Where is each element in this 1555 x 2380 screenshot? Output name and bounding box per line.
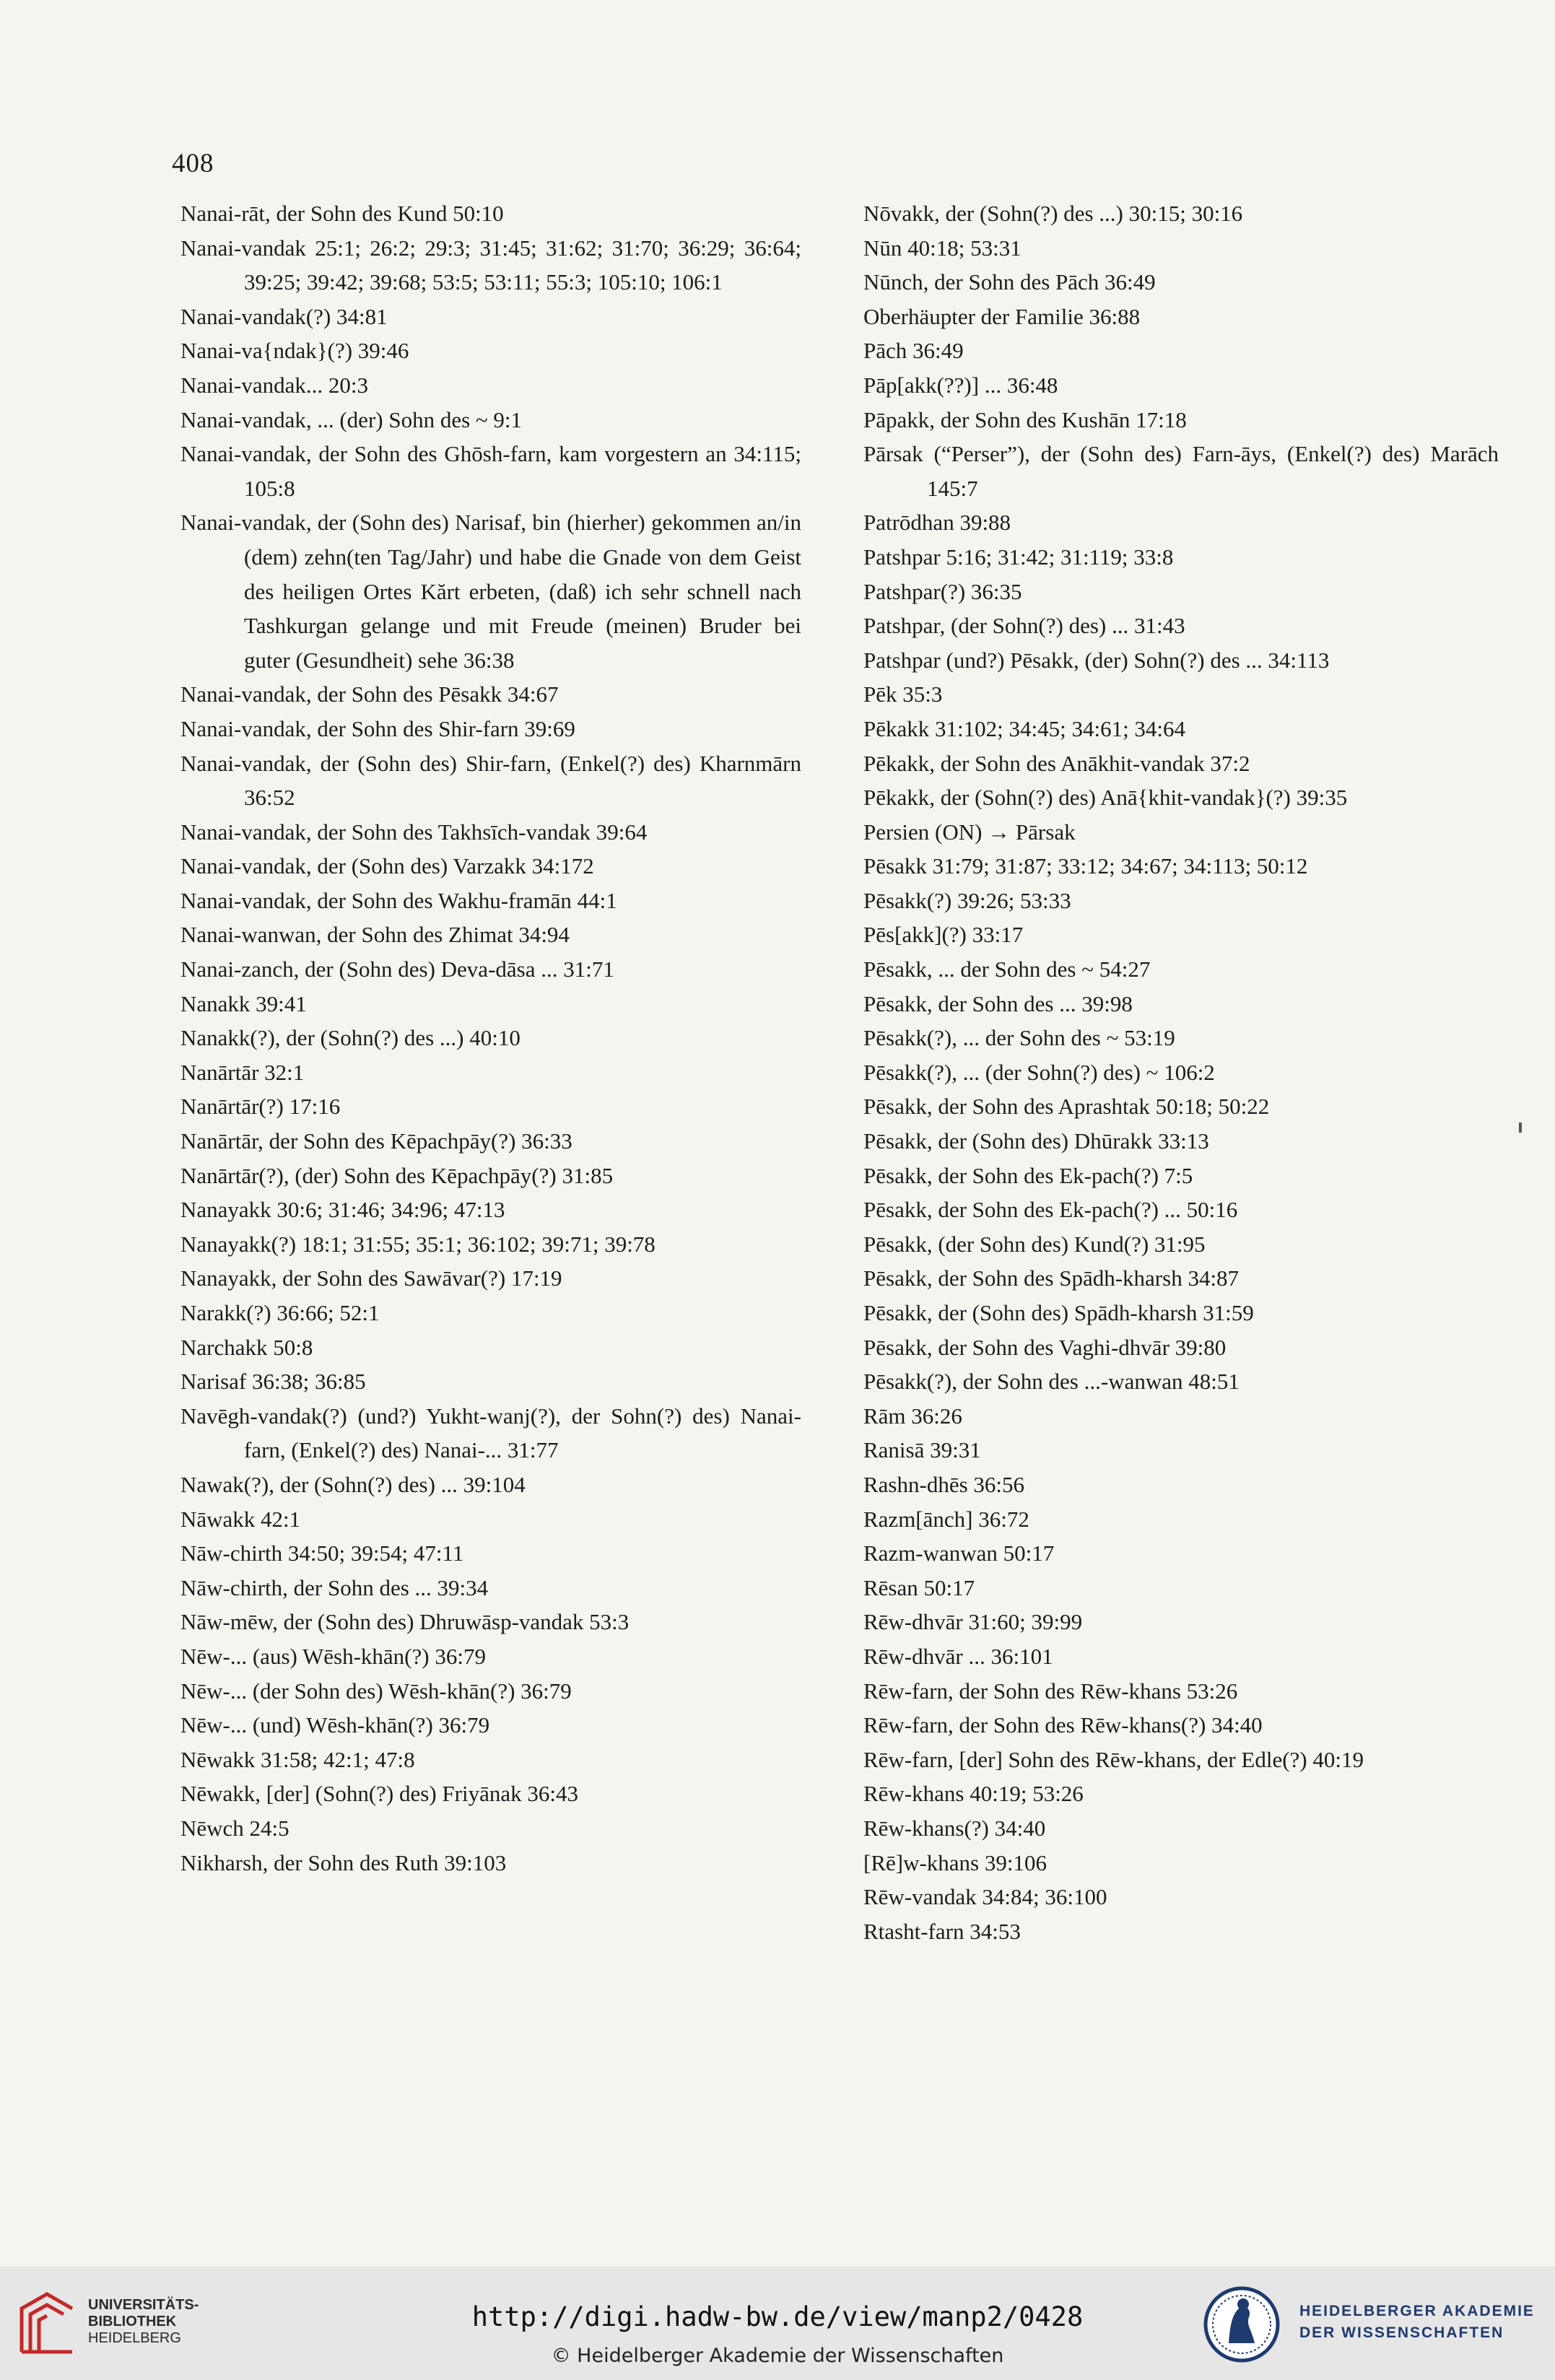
index-entry: Pēsakk, der (Sohn des) Spādh-kharsh 31:59: [863, 1300, 1254, 1325]
index-column-left: [180, 196, 801, 1880]
index-entry: Pēkakk 31:102; 34:45; 34:61; 34:64: [863, 715, 1186, 741]
index-entry: Pēsakk(?) 39:26; 53:33: [863, 887, 1071, 913]
index-entry: Nūn 40:18; 53:31: [863, 235, 1022, 261]
index-entry: Pēsakk, der Sohn des Aprashtak 50:18; 50:22: [863, 1094, 1270, 1120]
index-entry: Rēw-khans(?) 34:40: [863, 1815, 1046, 1841]
index-entry: Nanai-vandak, der Sohn des Shir-farn 39:69: [180, 715, 575, 741]
index-entry: Pārsak (“Perser”), der (Sohn des) Farn-āys, (Enkel(?) des) Marāch 145:7: [863, 441, 1499, 501]
index-entry: Nanai-vandak, der Sohn des Wakhu-framān 44:1: [180, 887, 617, 913]
index-entry: Nēw-... (und) Wēsh-khān(?) 36:79: [180, 1712, 490, 1738]
index-entry: Razm[ānch] 36:72: [863, 1506, 1029, 1532]
index-entry: Rashn-dhēs 36:56: [863, 1471, 1025, 1497]
index-entry: Nanārtār, der Sohn des Kēpachpāy(?) 36:33: [180, 1128, 572, 1154]
index-entry: Razm-wanwan 50:17: [863, 1540, 1055, 1566]
index-entry: Nāwakk 42:1: [180, 1506, 301, 1532]
index-entry: [Rē]w-khans 39:106: [863, 1849, 1047, 1875]
index-entry: Pēsakk(?), ... der Sohn des ~ 53:19: [863, 1025, 1175, 1051]
index-entry: Nanai-vandak, der Sohn des Pēsakk 34:67: [180, 681, 559, 707]
index-entry: Nanai-vandak, der (Sohn des) Narisaf, bin (hierher) gekommen an/in (dem) zehn(ten Tag/Jahr) und habe die Gnade von dem Geist des heiligen Ortes Kărt erbeten, (daß) ich sehr schnell nach Tashkurgan gelange und mit Freude (meinen) Bruder bei guter (Gesundheit) sehe 36:38: [180, 510, 801, 673]
academy-line-1: HEIDELBERGER AKADEMIE: [1299, 2303, 1535, 2319]
margin-mark: [1519, 1123, 1522, 1133]
index-entry: Pēsakk, der (Sohn des) Dhūrakk 33:13: [863, 1128, 1209, 1154]
page-number: 408: [172, 149, 214, 178]
index-entry: Navēgh-vandak(?) (und?) Yukht-wanj(?), der Sohn(?) des) Nanai-farn, (Enkel(?) des) Nanai-... 31:77: [180, 1403, 801, 1463]
index-entry: Narakk(?) 36:66; 52:1: [180, 1300, 380, 1325]
index-entry: Patshpar(?) 36:35: [863, 578, 1022, 604]
index-entry: Pēsakk, (der Sohn des) Kund(?) 31:95: [863, 1231, 1206, 1257]
index-entry: Nāw-chirth 34:50; 39:54; 47:11: [180, 1540, 464, 1566]
index-entry: Pēsakk, der Sohn des Vaghi-dhvār 39:80: [863, 1334, 1227, 1360]
index-entry: Nāw-mēw, der (Sohn des) Dhruwāsp-vandak 53:3: [180, 1609, 630, 1635]
index-entry: Pēkakk, der Sohn des Anākhit-vandak 37:2: [863, 750, 1250, 776]
index-entry: Nēw-... (der Sohn des) Wēsh-khān(?) 36:79: [180, 1678, 572, 1704]
index-entry: Patshpar 5:16; 31:42; 31:119; 33:8: [863, 544, 1174, 570]
index-entry: Nanai-rāt, der Sohn des Kund 50:10: [180, 201, 504, 226]
index-entry: Pēsakk(?), ... (der Sohn(?) des) ~ 106:2: [863, 1059, 1215, 1085]
index-entry: Nanai-vandak, der (Sohn des) Varzakk 34:172: [180, 853, 594, 879]
ub-line-1: UNIVERSITÄTS-: [88, 2297, 199, 2313]
index-entry: Nanai-wanwan, der Sohn des Zhimat 34:94: [180, 922, 570, 948]
index-entry: Pēsakk, der Sohn des Ek-pach(?) 7:5: [863, 1162, 1193, 1188]
index-entry: Nanai-vandak, der Sohn des Takhsīch-vandak 39:64: [180, 819, 648, 845]
index-entry: Nanai-zanch, der (Sohn des) Deva-dāsa ... 31:71: [180, 956, 614, 982]
footer-bar: [0, 2267, 1555, 2380]
index-entry: Pēkakk, der (Sohn(?) des) Anā{khit-vandak}(?) 39:35: [863, 785, 1348, 811]
index-entry: Nāw-chirth, der Sohn des ... 39:34: [180, 1574, 489, 1600]
document-url-link[interactable]: http://digi.hadw-bw.de/view/manp2/0428: [471, 2301, 1084, 2332]
index-entry: Rām 36:26: [863, 1403, 962, 1429]
ub-line-3: HEIDELBERG: [88, 2330, 181, 2346]
index-entry: Patshpar, (der Sohn(?) des) ... 31:43: [863, 613, 1185, 639]
index-entry: Nanai-vandak, der Sohn des Ghōsh-farn, kam vorgestern an 34:115; 105:8: [180, 441, 801, 501]
index-entry: Nanai-vandak... 20:3: [180, 372, 368, 398]
index-entry: Rēw-vandak 34:84; 36:100: [863, 1884, 1107, 1910]
index-entry: Rēw-farn, [der] Sohn des Rēw-khans, der Edle(?) 40:19: [863, 1746, 1364, 1772]
index-entry: Rēw-khans 40:19; 53:26: [863, 1781, 1084, 1807]
index-entry: Nanakk(?), der (Sohn(?) des ...) 40:10: [180, 1025, 520, 1051]
index-entry: Persien (ON) → Pārsak: [863, 819, 1076, 845]
index-entry: Pēsakk, ... der Sohn des ~ 54:27: [863, 956, 1151, 982]
index-entry: Nūnch, der Sohn des Pāch 36:49: [863, 269, 1156, 295]
index-entry: Nēwakk 31:58; 42:1; 47:8: [180, 1746, 415, 1772]
index-entry: Narchakk 50:8: [180, 1334, 313, 1360]
index-entry: Ranisā 39:31: [863, 1437, 981, 1463]
index-entry: Nēwch 24:5: [180, 1815, 289, 1841]
index-entry: Rēsan 50:17: [863, 1574, 975, 1600]
index-entry: Nanai-vandak, ... (der) Sohn des ~ 9:1: [180, 406, 523, 432]
index-entry: Nawak(?), der (Sohn(?) des) ... 39:104: [180, 1471, 526, 1497]
index-entry: Pēk 35:3: [863, 681, 943, 707]
index-entry: Pēsakk, der Sohn des Spādh-kharsh 34:87: [863, 1265, 1240, 1291]
index-entry: Rēw-dhvār ... 36:101: [863, 1643, 1053, 1669]
index-entry: Pāch 36:49: [863, 338, 964, 364]
ub-line-2: BIBLIOTHEK: [88, 2314, 177, 2329]
index-entry: Nanārtār(?) 17:16: [180, 1094, 341, 1120]
index-entry: Pēsakk, der Sohn des Ek-pach(?) ... 50:16: [863, 1197, 1238, 1223]
index-entry: Rēw-farn, der Sohn des Rēw-khans 53:26: [863, 1678, 1238, 1704]
copyright-notice: © Heidelberger Akademie der Wissenschaften: [551, 2345, 1004, 2367]
index-entry: Rtasht-farn 34:53: [863, 1918, 1021, 1944]
index-entry: Nanayakk(?) 18:1; 31:55; 35:1; 36:102; 39:71; 39:78: [180, 1231, 655, 1257]
index-entry: Rēw-dhvār 31:60; 39:99: [863, 1609, 1083, 1635]
index-entry: Nanai-vandak, der (Sohn des) Shir-farn, (Enkel(?) des) Kharnmārn 36:52: [180, 750, 801, 811]
index-entry: Nanai-vandak(?) 34:81: [180, 303, 388, 329]
index-entry: Nanai-vandak 25:1; 26:2; 29:3; 31:45; 31:62; 31:70; 36:29; 36:64; 39:25; 39:42; 39:68; 53:5; 53:11; 55:3; 105:10; 106:1: [180, 235, 801, 295]
index-entry: Oberhäupter der Familie 36:88: [863, 303, 1141, 329]
academy-line-2: DER WISSENSCHAFTEN: [1299, 2324, 1504, 2341]
index-entry: Pēs[akk](?) 33:17: [863, 922, 1024, 948]
index-entry: Pāpakk, der Sohn des Kushān 17:18: [863, 406, 1187, 432]
index-entry: Patrōdhan 39:88: [863, 510, 1011, 536]
index-column-right: [863, 196, 1499, 1948]
index-entry: Nōvakk, der (Sohn(?) des ...) 30:15; 30:16: [863, 201, 1243, 226]
index-entry: Nēwakk, [der] (Sohn(?) des) Friyānak 36:43: [180, 1781, 578, 1807]
academy-seal-icon[interactable]: [1198, 2283, 1285, 2369]
index-entry: Nanakk 39:41: [180, 990, 307, 1016]
index-entry: Pāp[akk(??)] ... 36:48: [863, 372, 1058, 398]
index-entry: Patshpar (und?) Pēsakk, (der) Sohn(?) des ... 34:113: [863, 647, 1330, 673]
index-entry: Nanārtār 32:1: [180, 1059, 305, 1085]
academy-label: [1299, 2301, 1535, 2344]
index-entry: Nanārtār(?), (der) Sohn des Kēpachpāy(?) 31:85: [180, 1162, 614, 1188]
index-entry: Nikharsh, der Sohn des Ruth 39:103: [180, 1849, 507, 1875]
index-entry: Pēsakk(?), der Sohn des ...-wanwan 48:51: [863, 1369, 1240, 1395]
index-entry: Nanai-va{ndak}(?) 39:46: [180, 338, 409, 364]
index-entry: Pēsakk, der Sohn des ... 39:98: [863, 990, 1133, 1016]
index-entry: Rēw-farn, der Sohn des Rēw-khans(?) 34:40: [863, 1712, 1263, 1738]
index-entry: Nanayakk 30:6; 31:46; 34:96; 47:13: [180, 1197, 505, 1223]
index-entry: Nēw-... (aus) Wēsh-khān(?) 36:79: [180, 1643, 486, 1669]
index-entry: Narisaf 36:38; 36:85: [180, 1369, 366, 1395]
index-entry: Pēsakk 31:79; 31:87; 33:12; 34:67; 34:113; 50:12: [863, 853, 1308, 879]
index-entry: Nanayakk, der Sohn des Sawāvar(?) 17:19: [180, 1265, 562, 1291]
